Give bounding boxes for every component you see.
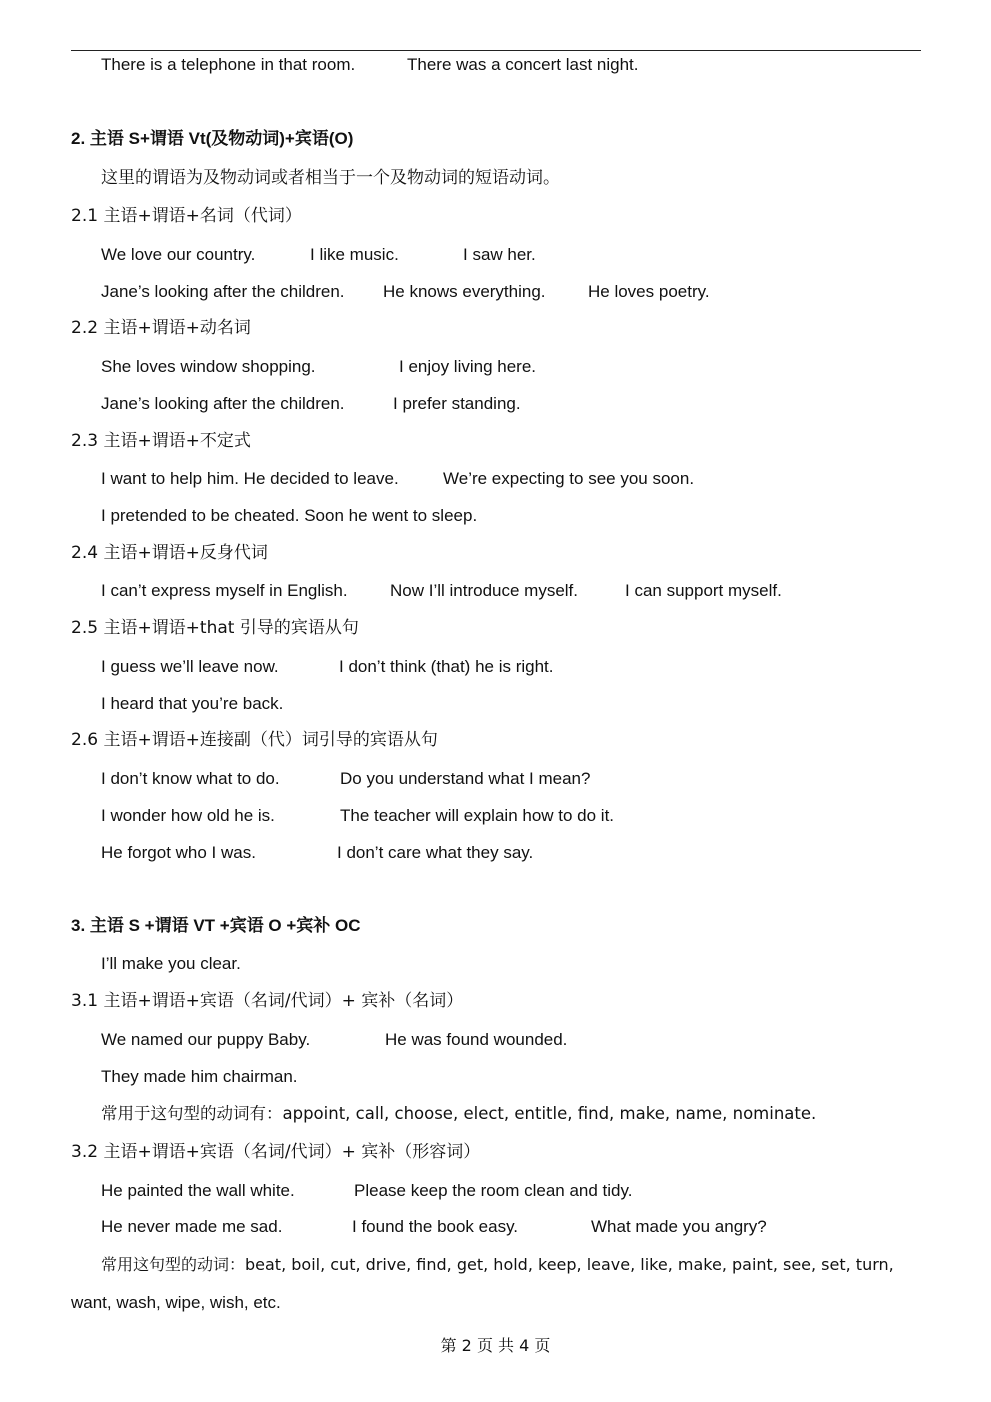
subsection-heading-text: 3.1 主语+谓语+宾语（名词/代词）+ 宾补（名词） — [71, 991, 464, 1011]
example-text: I like music. — [310, 245, 399, 264]
example-text: I prefer standing. — [393, 394, 521, 413]
example-text: I don’t care what they say. — [337, 843, 534, 862]
section-heading-text: 3. 主语 S +谓语 VT +宾语 O +宾补 OC — [71, 916, 361, 935]
example-text: I don’t know what to do. — [101, 769, 280, 788]
top-rule — [71, 50, 921, 51]
example-text: They made him chairman. — [101, 1067, 298, 1086]
example-text: Do you understand what I mean? — [340, 769, 591, 788]
body-text-content: 常用于这句型的动词有：appoint, call, choose, elect, entitle, find, make, name, nominate. — [101, 1104, 817, 1123]
example-text: I pretended to be cheated. Soon he went to sleep. — [101, 506, 478, 525]
example-text: I’ll make you clear. — [101, 954, 241, 973]
example-text: I don’t think (that) he is right. — [339, 657, 554, 676]
example-text: Jane’s looking after the children. — [101, 394, 345, 413]
subsection-heading-text: 2.1 主语+谓语+名词（代词） — [71, 206, 302, 226]
example-text: I found the book easy. — [352, 1217, 519, 1236]
example-text: He knows everything. — [383, 282, 546, 301]
example-text: We love our country. — [101, 245, 256, 264]
example-text: He never made me sad. — [101, 1217, 283, 1236]
example-text: We named our puppy Baby. — [101, 1030, 311, 1049]
example-text: I saw her. — [463, 245, 536, 264]
example-text: Now I’ll introduce myself. — [390, 581, 579, 600]
example-text: I enjoy living here. — [399, 357, 537, 376]
subsection-heading-text: 2.4 主语+谓语+反身代词 — [71, 543, 268, 563]
example-text: There is a telephone in that room. — [101, 55, 356, 74]
section-heading-text: 2. 主语 S+谓语 Vt(及物动词)+宾语(O) — [71, 129, 354, 148]
example-text: He painted the wall white. — [101, 1181, 295, 1200]
example-text: I can’t express myself in English. — [101, 581, 348, 600]
example-text: I heard that you’re back. — [101, 694, 284, 713]
subsection-heading-text: 2.3 主语+谓语+不定式 — [71, 431, 251, 451]
body-text-content: 常用这句型的动词：beat, boil, cut, drive, find, get, hold, keep, leave, like, make, paint, see, set, turn, — [101, 1255, 894, 1274]
example-text: Please keep the room clean and tidy. — [354, 1181, 633, 1200]
subsection-heading-text: 2.5 主语+谓语+that 引导的宾语从句 — [71, 618, 359, 638]
example-text: We’re expecting to see you soon. — [443, 469, 695, 488]
example-text: Jane’s looking after the children. — [101, 282, 345, 301]
example-text: What made you angry? — [591, 1217, 767, 1236]
example-text: I guess we’ll leave now. — [101, 657, 279, 676]
example-text: She loves window shopping. — [101, 357, 316, 376]
example-text: The teacher will explain how to do it. — [340, 806, 615, 825]
body-text-content: want, wash, wipe, wish, etc. — [71, 1293, 281, 1312]
example-text: There was a concert last night. — [407, 55, 639, 74]
example-text: I want to help him. He decided to leave. — [101, 469, 399, 488]
example-text: I wonder how old he is. — [101, 806, 275, 825]
body-text-content: 这里的谓语为及物动词或者相当于一个及物动词的短语动词。 — [101, 168, 560, 188]
example-text: He forgot who I was. — [101, 843, 256, 862]
subsection-heading-text: 2.2 主语+谓语+动名词 — [71, 318, 251, 338]
subsection-heading-text: 3.2 主语+谓语+宾语（名词/代词）+ 宾补（形容词） — [71, 1142, 481, 1162]
subsection-heading-text: 2.6 主语+谓语+连接副（代）词引导的宾语从句 — [71, 730, 438, 750]
page-footer: 第 2 页 共 4 页 — [440, 1336, 551, 1355]
example-text: He was found wounded. — [385, 1030, 568, 1049]
example-text: He loves poetry. — [588, 282, 710, 301]
example-text: I can support myself. — [625, 581, 782, 600]
